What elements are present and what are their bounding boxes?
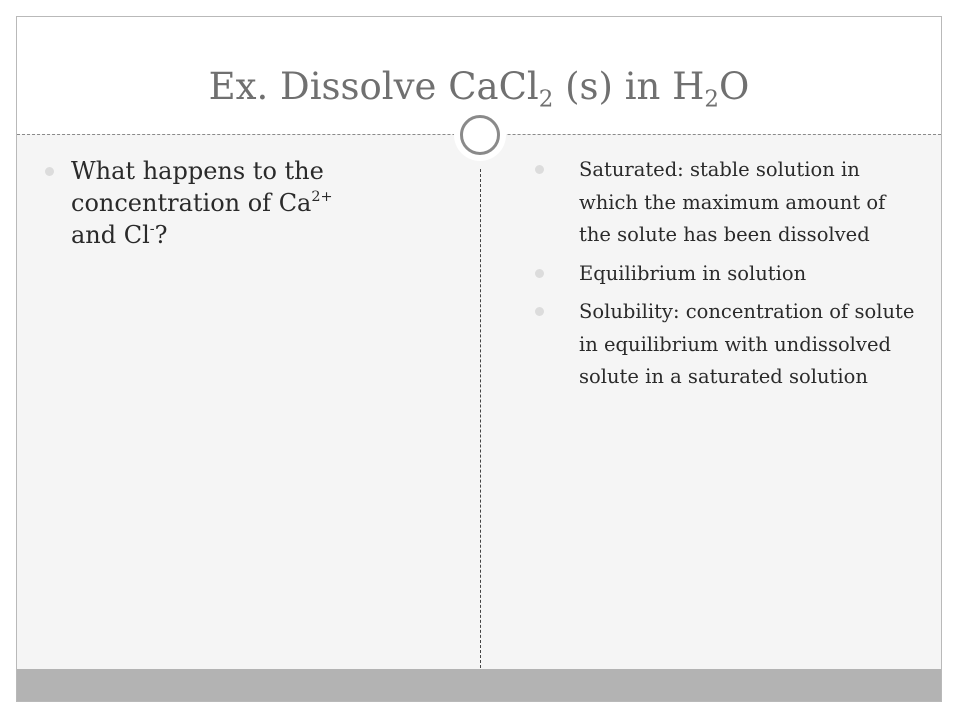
bullet-dot-icon: [535, 269, 544, 278]
right-item-text: Solubility: concentration of solute in equilibrium with undissolved solute in a saturated solution: [579, 300, 915, 388]
title-subscript-2: 2: [704, 86, 719, 113]
title-text-suffix: O: [718, 65, 750, 108]
title-text-middle: (s) in H: [553, 65, 705, 108]
slide: [16, 16, 942, 702]
column-divider: [480, 169, 481, 673]
left-item-line-3: and Cl: [71, 221, 150, 249]
right-item-text: Equilibrium in solution: [579, 261, 807, 285]
bullet-dot-icon: [535, 307, 544, 316]
right-item-text: Saturated: stable solution in which the maximum amount of the solute has been dissolved: [579, 158, 886, 246]
right-bullet-item: [521, 154, 921, 252]
left-column: [45, 155, 455, 251]
right-bullet-item: [521, 296, 921, 394]
ring-ornament-icon: [454, 109, 506, 161]
left-bullet-item: [45, 155, 455, 251]
bullet-dot-icon: [535, 165, 544, 174]
footer-bar: [17, 669, 941, 701]
ring-inner: [460, 115, 500, 155]
left-item-superscript-1: 2+: [311, 188, 333, 205]
title-text-prefix: Ex. Dissolve CaCl: [208, 65, 539, 108]
right-bullet-item: [521, 258, 921, 291]
left-item-end: ?: [154, 221, 168, 249]
right-column: [521, 154, 921, 400]
bullet-dot-icon: [45, 167, 54, 176]
left-item-line-2: concentration of Ca: [71, 189, 312, 217]
slide-title: [17, 67, 941, 113]
title-subscript-1: 2: [538, 86, 554, 113]
left-item-line-1: What happens to the: [71, 157, 324, 185]
left-item-superscript-2: -: [149, 220, 155, 237]
